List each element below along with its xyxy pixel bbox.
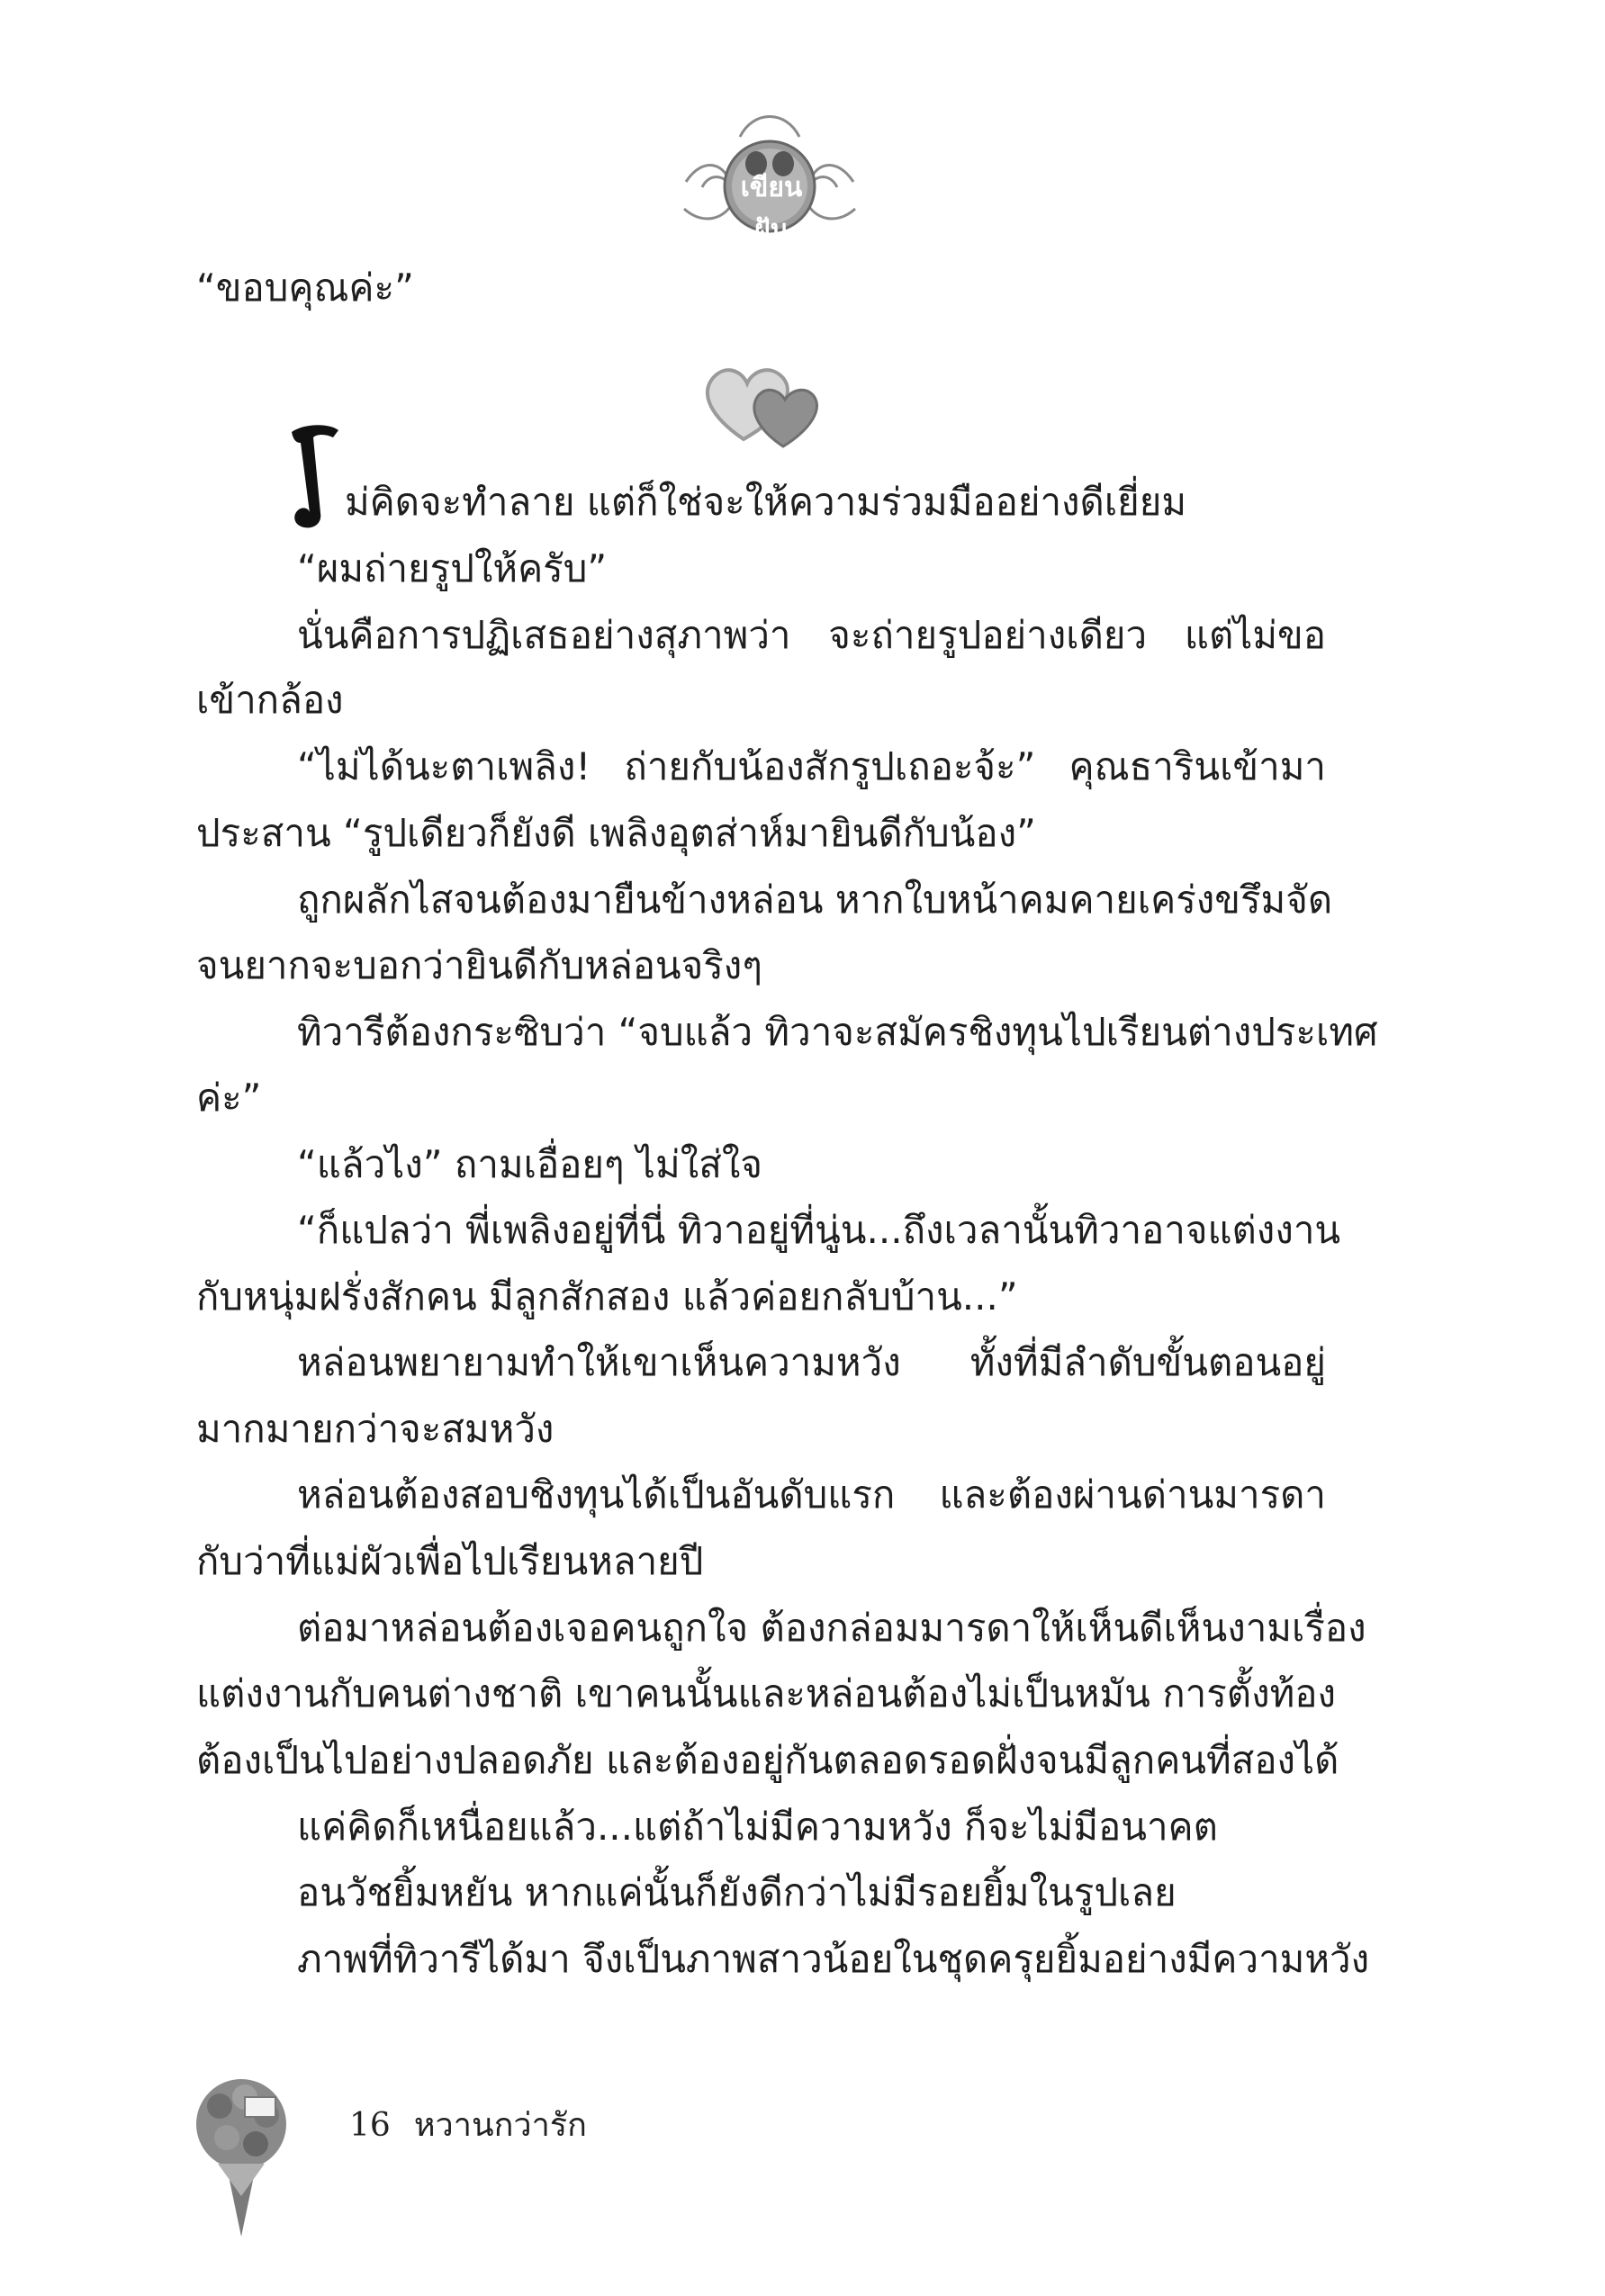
text-line-19: แต่งงานกับคนต่างชาติ เขาคนนั้นและหล่อนต้องไม่เป็นหมัน การตั้งท้อง: [196, 1671, 1336, 1715]
text-line-15: มากมายกว่าจะสมหวัง: [196, 1407, 555, 1451]
drop-cap: [286, 423, 342, 531]
opening-quote: “ขอบคุณค่ะ”: [196, 266, 414, 310]
text-line-16: หล่อนต้องสอบชิงทุนได้เป็นอันดับแรก และต้องผ่านด่านมารดา: [297, 1472, 1326, 1517]
text-line-18: ต่อมาหล่อนต้องเจอคนถูกใจ ต้องกล่อมมารดาให้เห็นดีเห็นงามเรื่อง: [297, 1606, 1366, 1650]
bouquet-ornament: [191, 2070, 292, 2241]
page-number: 16: [349, 2107, 391, 2144]
text-line-20: ต้องเป็นไปอย่างปลอดภัย และต้องอยู่กันตลอดรอดฝั่งจนมีลูกคนที่สองได้: [196, 1738, 1339, 1782]
text-line-11: “แล้วไง” ถามเอื่อยๆ ไม่ใส่ใจ: [297, 1142, 762, 1186]
hearts-ornament: [700, 353, 826, 452]
page-footer: [349, 2106, 610, 2146]
text-line-12: “ก็แปลว่า พี่เพลิงอยู่ที่นี่ ทิวาอยู่ที่นู่น...ถึงเวลานั้นทิวาอาจแต่งงาน: [297, 1208, 1341, 1252]
text-line-7: ถูกผลักไสจนต้องมายืนข้างหล่อน หากใบหน้าคมคายเคร่งขรึมจัด: [297, 878, 1333, 922]
text-line-23: ภาพที่ทิวารีได้มา จึงเป็นภาพสาวน้อยในชุดครุยยิ้มอย่างมีความหวัง: [297, 1937, 1370, 1981]
text-line-5: “ไม่ได้นะตาเพลิง! ถ่ายกับน้องสักรูปเถอะจ้ะ” คุณธารินเข้ามา: [297, 744, 1326, 788]
emblem-label: เขียนฝัน: [740, 172, 803, 246]
text-line-2: “ผมถ่ายรูปให้ครับ”: [297, 546, 608, 590]
text-line-4: เข้ากล้อง: [196, 678, 344, 722]
text-line-3: นั่นคือการปฏิเสธอย่างสุภาพว่า จะถ่ายรูปอย่างเดียว แต่ไม่ขอ: [297, 613, 1326, 657]
text-line-6: ประสาน “รูปเดียวก็ยังดี เพลิงอุตส่าห์มายินดีกับน้อง”: [196, 811, 1036, 855]
text-line-13: กับหนุ่มฝรั่งสักคน มีลูกสักสอง แล้วค่อยกลับบ้าน...”: [196, 1274, 1018, 1319]
text-line-10: ค่ะ”: [196, 1076, 262, 1120]
text-line-8: จนยากจะบอกว่ายินดีกับหล่อนจริงๆ: [196, 943, 762, 987]
text-line-9: ทิวารีต้องกระซิบว่า “จบแล้ว ทิวาจะสมัครชิงทุนไปเรียนต่างประเทศ: [297, 1010, 1378, 1054]
text-line-22: อนวัชยิ้มหยัน หากแค่นั้นก็ยังดีกว่าไม่มีรอยยิ้มในรูปเลย: [297, 1870, 1177, 1914]
book-title: หวานกว่ารัก: [413, 2107, 587, 2144]
text-line-1: ม่คิดจะทำลาย แต่ก็ใช่จะให้ความร่วมมืออย่างดีเยี่ยม: [345, 480, 1187, 524]
text-line-21: แค่คิดก็เหนื่อยแล้ว...แต่ถ้าไม่มีความหวัง ก็จะไม่มีอนาคต: [297, 1805, 1218, 1849]
text-line-14: หล่อนพยายามทำให้เขาเห็นความหวัง ทั้งที่มีลำดับขั้นตอนอยู่: [297, 1340, 1326, 1384]
text-line-17: กับว่าที่แม่ผัวเพื่อไปเรียนหลายปี: [196, 1539, 704, 1583]
